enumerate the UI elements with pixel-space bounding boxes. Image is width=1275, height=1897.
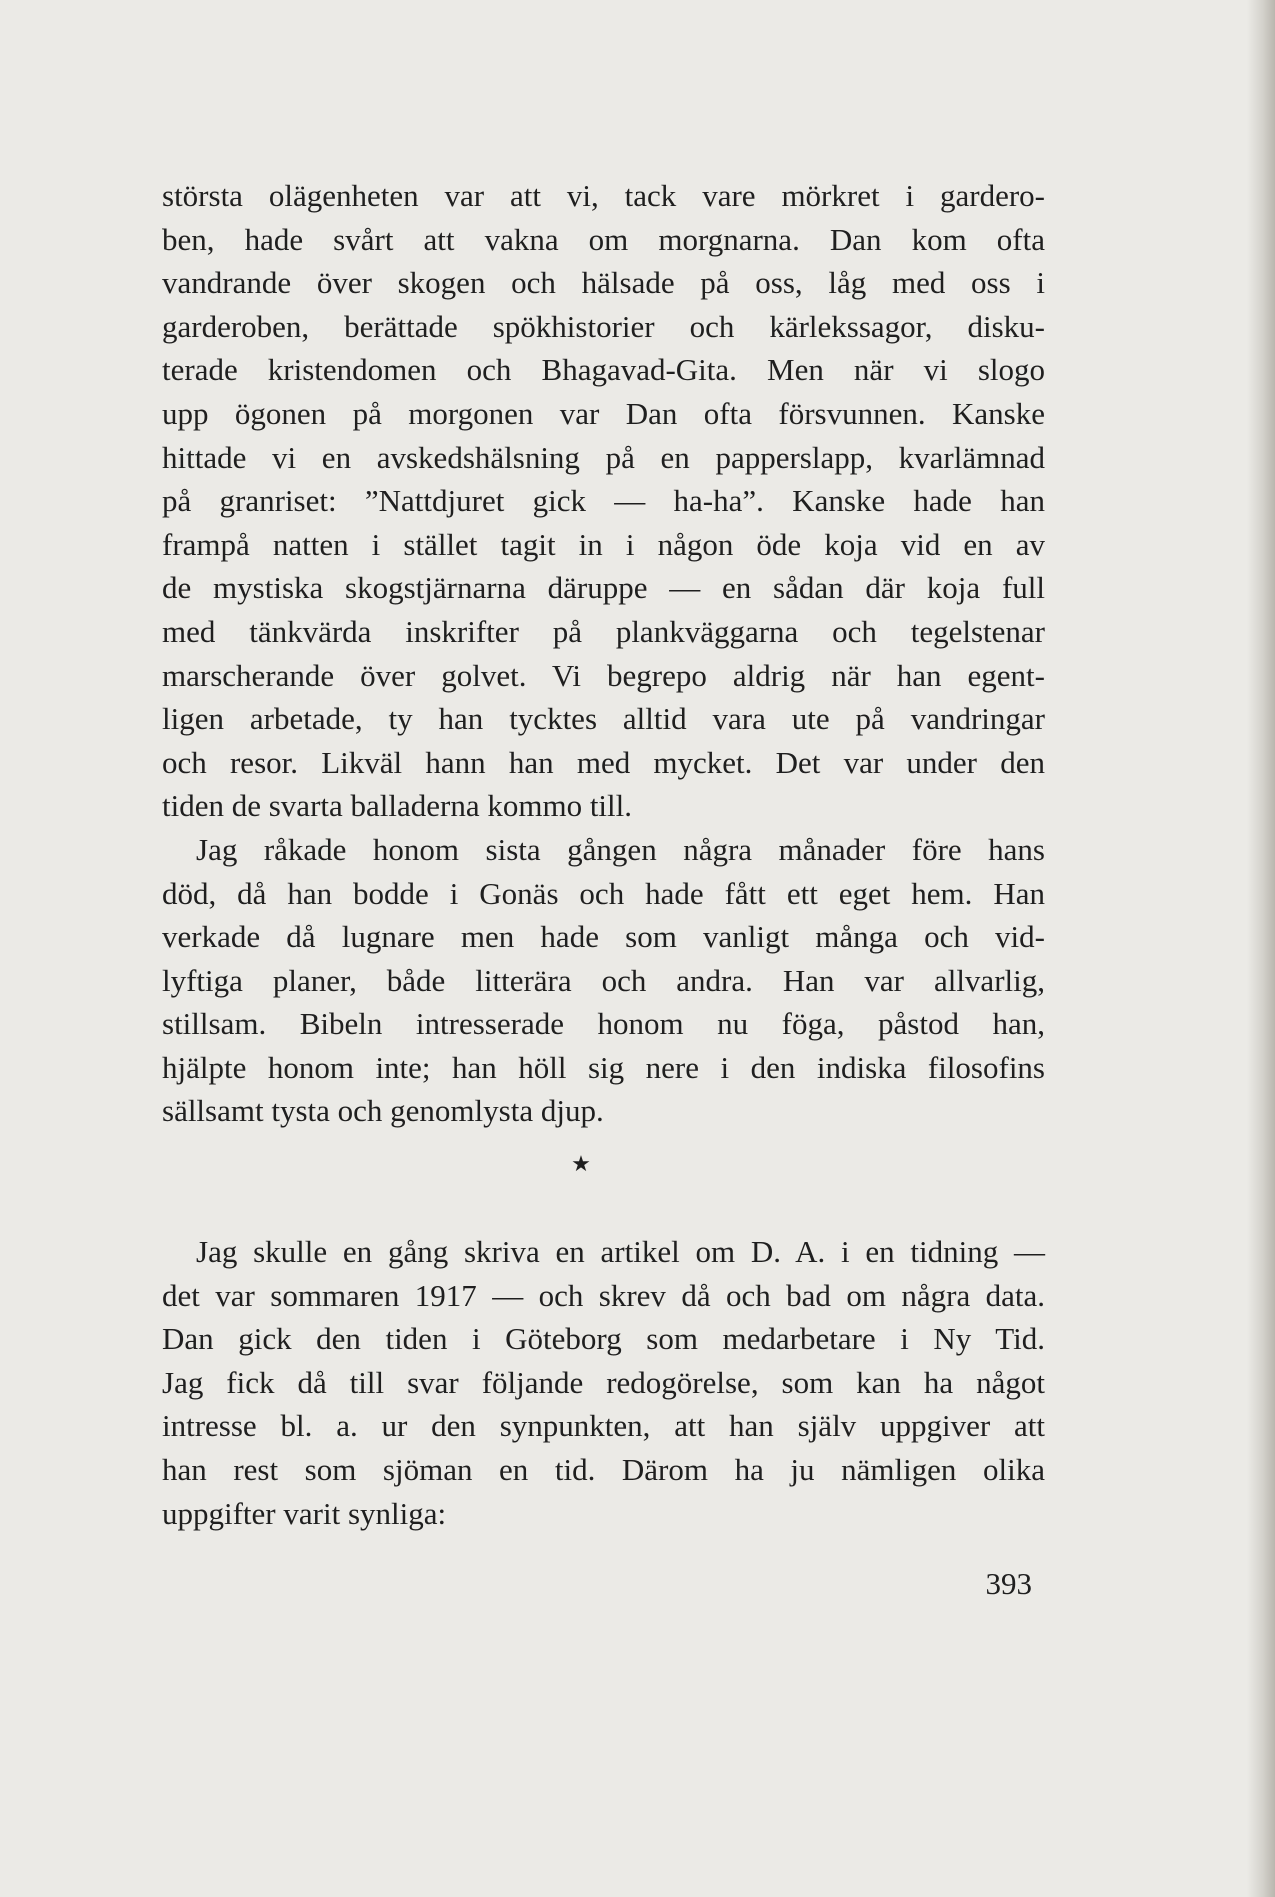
text-line: hittade vi en avskedshälsning på en papperslapp, kvarlämnad bbox=[162, 439, 1045, 475]
paragraph-2 bbox=[162, 828, 1045, 1133]
text-line: Jag fick då till svar följande redogörelse, som kan ha något bbox=[162, 1364, 1045, 1400]
text-line: tiden de svarta balladerna kommo till. bbox=[162, 788, 633, 824]
text-line: ligen arbetade, ty han tycktes alltid vara ute på vandringar bbox=[162, 701, 1045, 737]
text-line: Jag råkade honom sista gången några månader före hans bbox=[196, 831, 1045, 867]
text-line: Dan gick den tiden i Göteborg som medarbetare i Ny Tid. bbox=[162, 1321, 1045, 1357]
text-line: vandrande över skogen och hälsade på oss, låg med oss i bbox=[162, 265, 1045, 301]
text-line: marscherande över golvet. Vi begrepo aldrig när han egent- bbox=[162, 657, 1045, 693]
text-line: lyftiga planer, både litterära och andra. Han var allvarlig, bbox=[162, 962, 1045, 998]
text-line: stillsam. Bibeln intresserade honom nu föga, påstod han, bbox=[162, 1006, 1045, 1042]
text-line: terade kristendomen och Bhagavad-Gita. Men när vi slogo bbox=[162, 352, 1045, 388]
text-line: upp ögonen på morgonen var Dan ofta försvunnen. Kanske bbox=[162, 395, 1045, 431]
text-line: ben, hade svårt att vakna om morgnarna. Dan kom ofta bbox=[162, 221, 1045, 257]
text-line: största olägenheten var att vi, tack vare mörkret i gardero- bbox=[162, 178, 1045, 213]
paragraph-1 bbox=[162, 174, 1045, 828]
text-line: han rest som sjöman en tid. Därom ha ju nämligen olika bbox=[162, 1451, 1045, 1487]
text-block-bottom bbox=[162, 1230, 1045, 1535]
text-line: hjälpte honom inte; han höll sig nere i den indiska filosofins bbox=[162, 1049, 1045, 1085]
text-line: på granriset: ”Nattdjuret gick — ha-ha”. Kanske hade han bbox=[162, 483, 1045, 519]
text-line: uppgifter varit synliga: bbox=[162, 1495, 447, 1531]
text-line: död, då han bodde i Gonäs och hade fått ett eget hem. Han bbox=[162, 875, 1045, 911]
page-number: 393 bbox=[985, 1566, 1032, 1601]
text-block-top bbox=[162, 174, 1045, 1133]
page-edge-shadow bbox=[1247, 0, 1275, 1897]
text-line: Jag skulle en gång skriva en artikel om D. A. i en tidning — bbox=[196, 1234, 1045, 1269]
text-line: med tänkvärda inskrifter på plankväggarna och tegelstenar bbox=[162, 613, 1045, 649]
text-line: och resor. Likväl hann han med mycket. Det var under den bbox=[162, 744, 1045, 780]
text-line: de mystiska skogstjärnarna däruppe — en sådan där koja full bbox=[162, 570, 1045, 606]
section-separator-star: ★ bbox=[571, 1152, 591, 1177]
text-line: sällsamt tysta och genomlysta djup. bbox=[162, 1093, 604, 1129]
text-line: garderoben, berättade spökhistorier och kärlekssagor, disku- bbox=[162, 308, 1045, 344]
text-line: verkade då lugnare men hade som vanligt många och vid- bbox=[162, 919, 1045, 955]
text-line: intresse bl. a. ur den synpunkten, att han själv uppgiver att bbox=[162, 1408, 1045, 1444]
text-line: frampå natten i stället tagit in i någon öde koja vid en av bbox=[162, 526, 1045, 562]
paragraph-3 bbox=[162, 1230, 1045, 1535]
text-line: det var sommaren 1917 — och skrev då och bad om några data. bbox=[162, 1277, 1045, 1313]
